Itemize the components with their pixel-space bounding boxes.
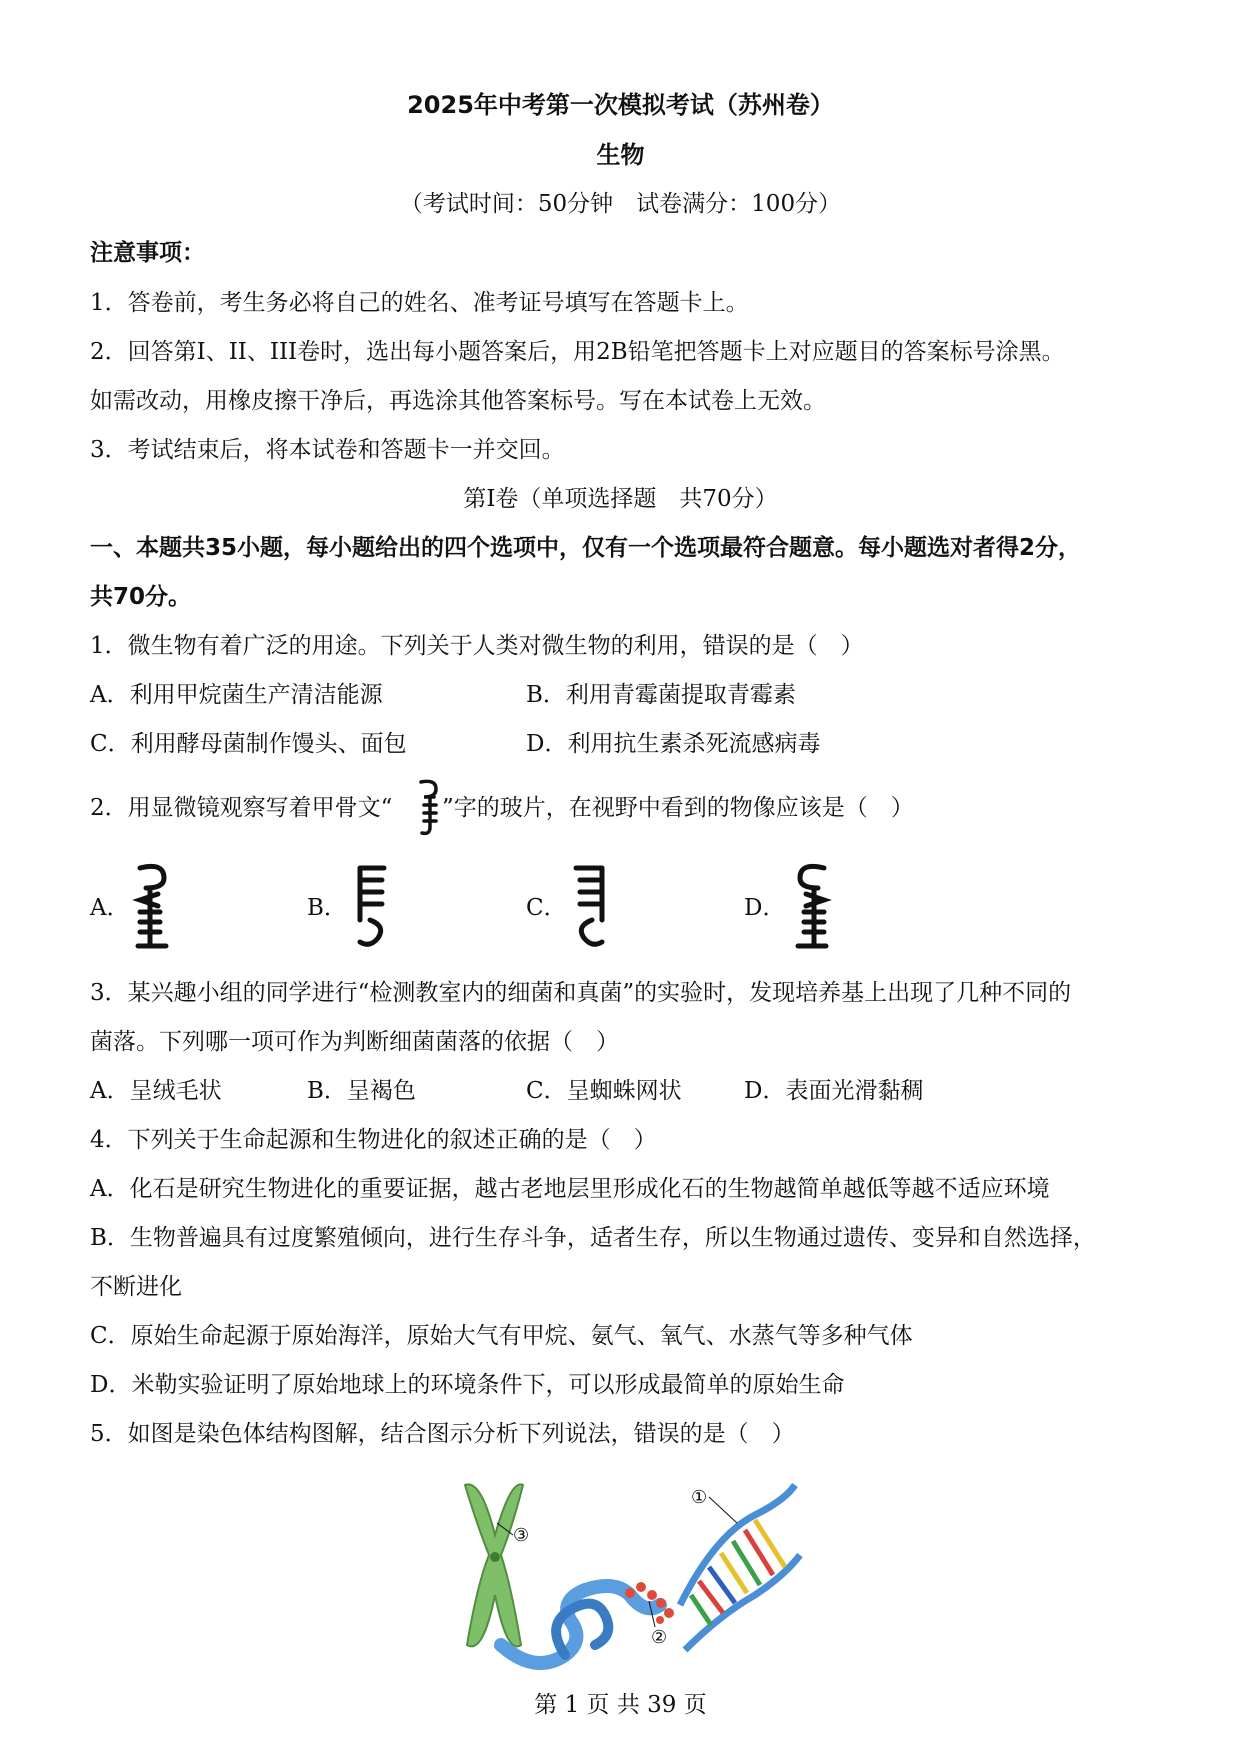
q1-stem: 1．微生物有着广泛的用途。下列关于人类对微生物的利用，错误的是（ ） [90,633,864,659]
exam-info: （考试时间：50分钟 试卷满分：100分） [399,191,842,217]
q1-option-b: B．利用青霉菌提取青霉素 [526,682,796,708]
chromosome-structure-figure [455,1475,815,1675]
page-footer: 第 1 页 共 39 页 [534,1692,707,1718]
q2-stem-before: 2．用显微镜观察写着甲骨文“ [90,795,393,821]
q1-option-d: D．利用抗生素杀死流感病毒 [526,731,821,757]
q3-stem-cont: 菌落。下列哪一项可作为判断细菌菌落的依据（ ） [90,1029,619,1055]
q2-option-d-glyph [790,860,834,952]
dna-helix-icon [680,1485,800,1650]
figure-label-1: ① [691,1487,708,1508]
figure-label-3: ③ [513,1525,530,1546]
q2-option-a-label: A． [90,895,130,921]
figure-label-2: ② [651,1627,668,1648]
q3-option-b: B．呈褐色 [307,1078,416,1104]
exam-title: 2025年中考第一次模拟考试（苏州卷） [407,91,834,119]
q1-option-c: C．利用酵母菌制作馒头、面包 [90,731,407,757]
q3-stem: 3．某兴趣小组的同学进行“检测教室内的细菌和真菌”的实验时，发现培养基上出现了几种不同的 [90,980,1072,1006]
chromosome-icon [465,1484,523,1646]
q3-option-c: C．呈蜘蛛网状 [526,1078,682,1104]
note-item-2-cont: 如需改动，用橡皮擦干净后，再选涂其他答案标号。写在本试卷上无效。 [90,388,826,414]
exam-subject: 生物 [596,141,645,169]
q4-option-d: D．米勒实验证明了原始地球上的环境条件下，可以形成最简单的原始生命 [90,1372,845,1398]
q2-option-a-glyph [130,860,174,952]
q4-option-b-cont: 不断进化 [90,1274,182,1300]
note-item-3: 3．考试结束后，将本试卷和答题卡一并交回。 [90,437,565,463]
q2-option-b-label: B． [307,895,347,921]
q4-option-c: C．原始生命起源于原始海洋，原始大气有甲烷、氨气、氧气、水蒸气等多种气体 [90,1323,913,1349]
notes-heading: 注意事项： [90,240,205,266]
chromatin-coil [501,1586,660,1663]
q2-option-d-label: D． [744,895,786,921]
oracle-bone-character-icon [416,777,442,839]
q2-option-c-label: C． [526,895,567,921]
q2-stem-after: ”字的玻片，在视野中看到的物像应该是（ ） [442,795,914,821]
q5-stem: 5．如图是染色体结构图解，结合图示分析下列说法，错误的是（ ） [90,1421,795,1447]
q4-option-a: A．化石是研究生物进化的重要证据，越古老地层里形成化石的生物越简单越低等越不适应环境 [90,1176,1050,1202]
q2-option-b-glyph [350,860,394,952]
q1-option-a: A．利用甲烷菌生产清洁能源 [90,682,383,708]
q3-option-a: A．呈绒毛状 [90,1078,222,1104]
section-title: 第I卷（单项选择题 共70分） [463,486,778,512]
section-instruction: 一、本题共35小题，每小题给出的四个选项中，仅有一个选项最符合题意。每小题选对者得2分， [90,535,1082,561]
q4-stem: 4．下列关于生命起源和生物进化的叙述正确的是（ ） [90,1127,657,1153]
note-item-2: 2．回答第I、II、III卷时，选出每小题答案后，用2B铅笔把答题卡上对应题目的答案标号涂黑。 [90,339,1065,365]
q2-option-c-glyph [568,860,612,952]
section-instruction-cont: 共70分。 [90,584,192,610]
q4-option-b: B．生物普遍具有过度繁殖倾向，进行生存斗争，适者生存，所以生物通过遗传、变异和自然选择， [90,1225,1096,1251]
note-item-1: 1．答卷前，考生务必将自己的姓名、准考证号填写在答题卡上。 [90,290,749,316]
q3-option-d: D．表面光滑黏稠 [744,1078,924,1104]
